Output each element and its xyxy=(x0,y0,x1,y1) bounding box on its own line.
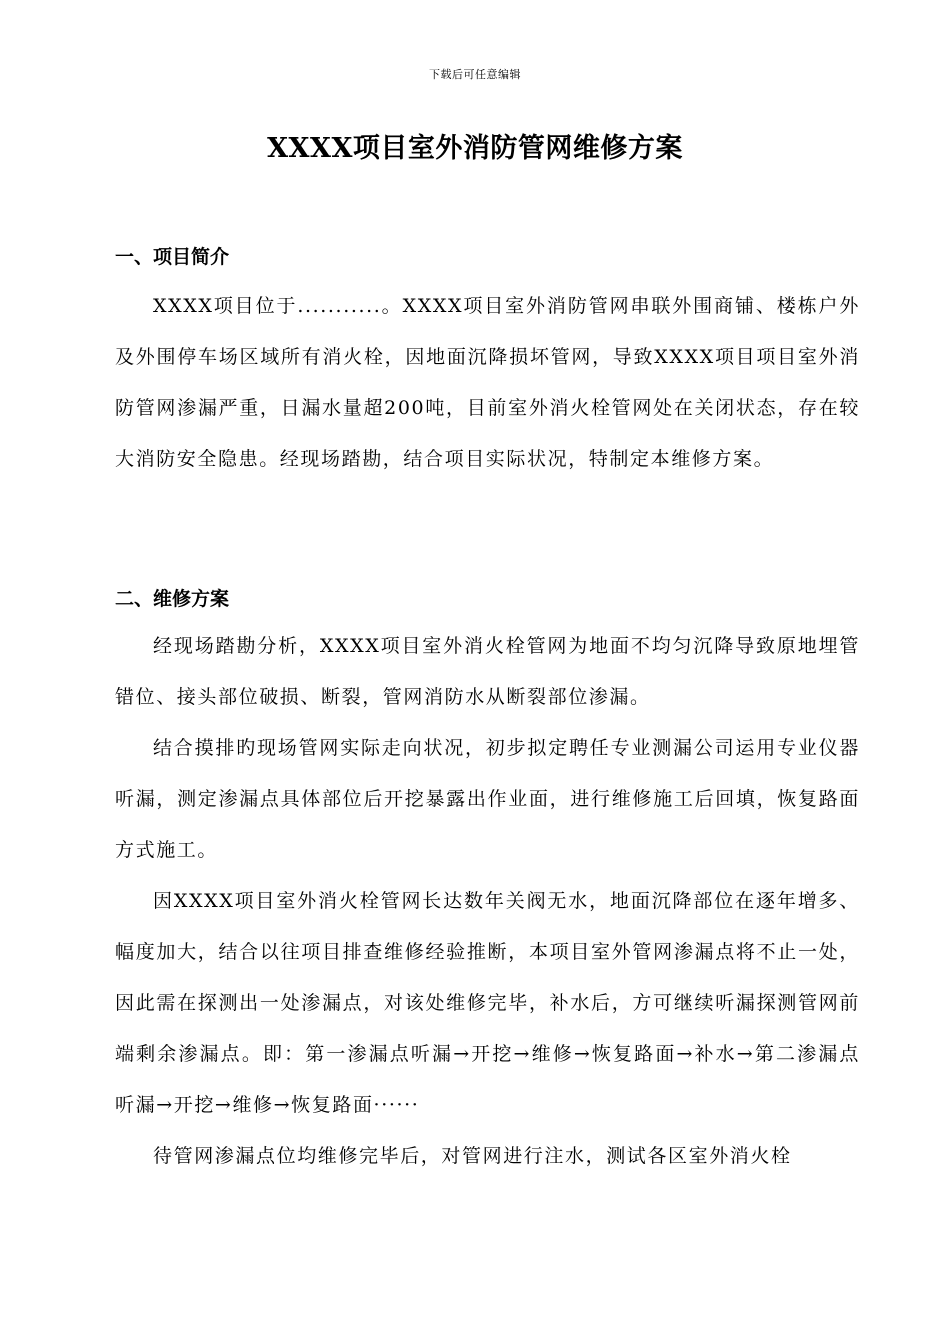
section-heading-project-intro: 一、项目简介 xyxy=(115,246,230,268)
paragraph-repair-method: 结合摸排旳现场管网实际走向状况，初步拟定聘任专业测漏公司运用专业仪器听漏，测定渗漏点具体部位后开挖暴露出作业面，进行维修施工后回填，恢复路面方式施工。 xyxy=(115,737,860,861)
section-heading-repair-plan: 二、维修方案 xyxy=(115,588,230,610)
document-title: XXXX项目室外消防管网维修方案 xyxy=(267,133,683,164)
paragraph-project-intro: XXXX项目位于...........。XXXX项目室外消防管网串联外围商铺、楼栋户外及外围停车场区域所有消火栓，因地面沉降损坏管网，导致XXXX项目项目室外消防管网渗漏严重，日漏水量超200吨，目前室外消火栓管网处在关闭状态，存在较大消防安全隐患。经现场踏勘，结合项目实际状况，特制定本维修方案。 xyxy=(115,295,860,470)
paragraph-repair-sequence: 因XXXX项目室外消火栓管网长达数年关阀无水，地面沉降部位在逐年增多、幅度加大，结合以往项目排查维修经验推断，本项目室外管网渗漏点将不止一处，因此需在探测出一处渗漏点，对该处维修完毕，补水后，方可继续听漏探测管网前端剩余渗漏点。即：第一渗漏点听漏→开挖→维修→恢复路面→补水→第二渗漏点听漏→开挖→维修→恢复路面······ xyxy=(115,890,860,1116)
paragraph-repair-analysis: 经现场踏勘分析，XXXX项目室外消火栓管网为地面不均匀沉降导致原地埋管错位、接头部位破损、断裂，管网消防水从断裂部位渗漏。 xyxy=(115,635,860,708)
paragraph-repair-testing: 待管网渗漏点位均维修完毕后，对管网进行注水，测试各区室外消火栓 xyxy=(153,1145,792,1167)
page-header-note: 下载后可任意编辑 xyxy=(429,68,521,81)
